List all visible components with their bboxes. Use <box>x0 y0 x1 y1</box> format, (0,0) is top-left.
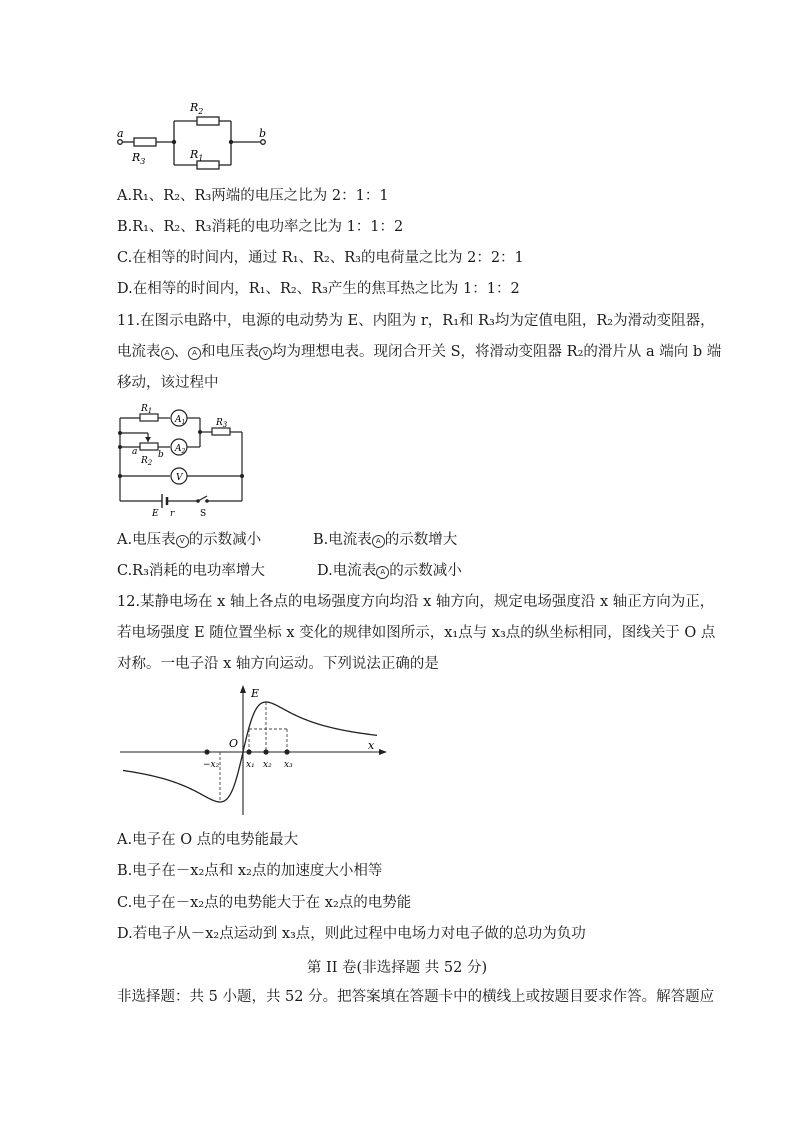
q12-option-c: C.电子在－x₂点的电势能大于在 x₂点的电势能 <box>117 895 412 911</box>
ammeter-a1-icon: A <box>161 347 174 360</box>
label-a: a <box>117 127 124 140</box>
q12-stem-line1: 12.某静电场在 x 轴上各点的电场强度方向均沿 x 轴方向，规定电场强度沿 x 轴正方向为正， <box>117 594 715 610</box>
label-b: b <box>158 450 164 460</box>
label-R1: $R_1$ <box>190 148 204 163</box>
q12-stem-line2: 若电场强度 E 随位置坐标 x 变化的规律如图所示，x₁点与 x₃点的纵坐标相同，图线关于 O 点 <box>117 625 716 641</box>
q11-option-b: B.电流表 A 的示数增大 <box>313 532 458 548</box>
e-x-graph <box>115 685 395 820</box>
tick-label-neg-x2: −x₂ <box>203 760 220 770</box>
q12-option-a: A.电子在 O 点的电势能最大 <box>117 832 299 848</box>
label-b: b <box>259 127 267 140</box>
q11-stem-line3: 移动，该过程中 <box>117 375 219 391</box>
q11-option-d: D.电流表 A 的示数减小 <box>317 563 462 579</box>
ammeter-a2-icon: A <box>376 566 389 579</box>
q10-option-a: A.R₁、R₂、R₃两端的电压之比为 2：1：1 <box>117 188 389 204</box>
q11-stem-line1: 11.在图示电路中，电源的电动势为 E、内阻为 r，R₁和 R₃均为定值电阻，R₂为滑动变阻器， <box>117 313 715 329</box>
section-title: 第 II 卷(非选择题 共 52 分) <box>306 960 488 976</box>
voltmeter-icon: V <box>176 535 189 548</box>
q11-option-c: C.R₃消耗的电功率增大 <box>117 563 265 579</box>
origin-label: O <box>229 737 239 750</box>
label-R3: $R_3$ <box>216 418 228 429</box>
q12-stem-line3: 对称。一电子沿 x 轴方向运动。下列说法正确的是 <box>117 656 439 672</box>
axis-label-E: E <box>251 687 260 700</box>
q10-option-b: B.R₁、R₂、R₃消耗的电功率之比为 1：1：2 <box>117 219 404 235</box>
tick-label-x2: x₂ <box>263 760 272 770</box>
label-A2: $A_2$ <box>175 444 186 455</box>
q11-option-a: A.电压表 V 的示数减小 <box>117 532 262 548</box>
q12-option-b: B.电子在－x₂点和 x₂点的加速度大小相等 <box>117 863 383 879</box>
section-intro: 非选择题：共 5 小题，共 52 分。把答案填在答题卡中的横线上或按题目要求作答。解答题应 <box>117 989 715 1005</box>
label-S: S <box>200 509 207 518</box>
voltmeter-icon: V <box>259 347 272 360</box>
axis-label-x: x <box>368 739 375 752</box>
label-E: E <box>152 509 159 518</box>
label-V: V <box>176 473 183 483</box>
label-R2: $R_2$ <box>190 101 204 116</box>
label-R3: $R_3$ <box>132 151 146 166</box>
q11-stem-line2: 电流表 A 、 A 和电压表 V 均为理想电表。现闭合开关 S，将滑动变阻器 R₂的滑片从 a 端向 b 端 <box>117 344 722 360</box>
q10-option-d: D.在相等的时间内，R₁、R₂、R₃产生的焦耳热之比为 1：1：2 <box>117 281 520 297</box>
label-R1: $R_1$ <box>141 404 153 415</box>
label-a: a <box>132 447 138 457</box>
label-A1: $A_1$ <box>175 415 186 426</box>
label-R2: $R_2$ <box>141 456 153 467</box>
ammeter-a1-icon: A <box>372 535 385 548</box>
q10-option-c: C.在相等的时间内，通过 R₁、R₂、R₃的电荷量之比为 2：2：1 <box>117 250 524 266</box>
circuit-figure-1 <box>112 95 282 170</box>
tick-label-x3: x₃ <box>284 760 293 770</box>
label-r: r <box>170 509 175 518</box>
q12-option-d: D.若电子从－x₂点运动到 x₃点，则此过程中电场力对电子做的总功为负功 <box>117 926 586 942</box>
ammeter-a2-icon: A <box>188 347 201 360</box>
circuit-figure-2 <box>112 400 252 518</box>
tick-label-x1: x₁ <box>246 760 255 770</box>
